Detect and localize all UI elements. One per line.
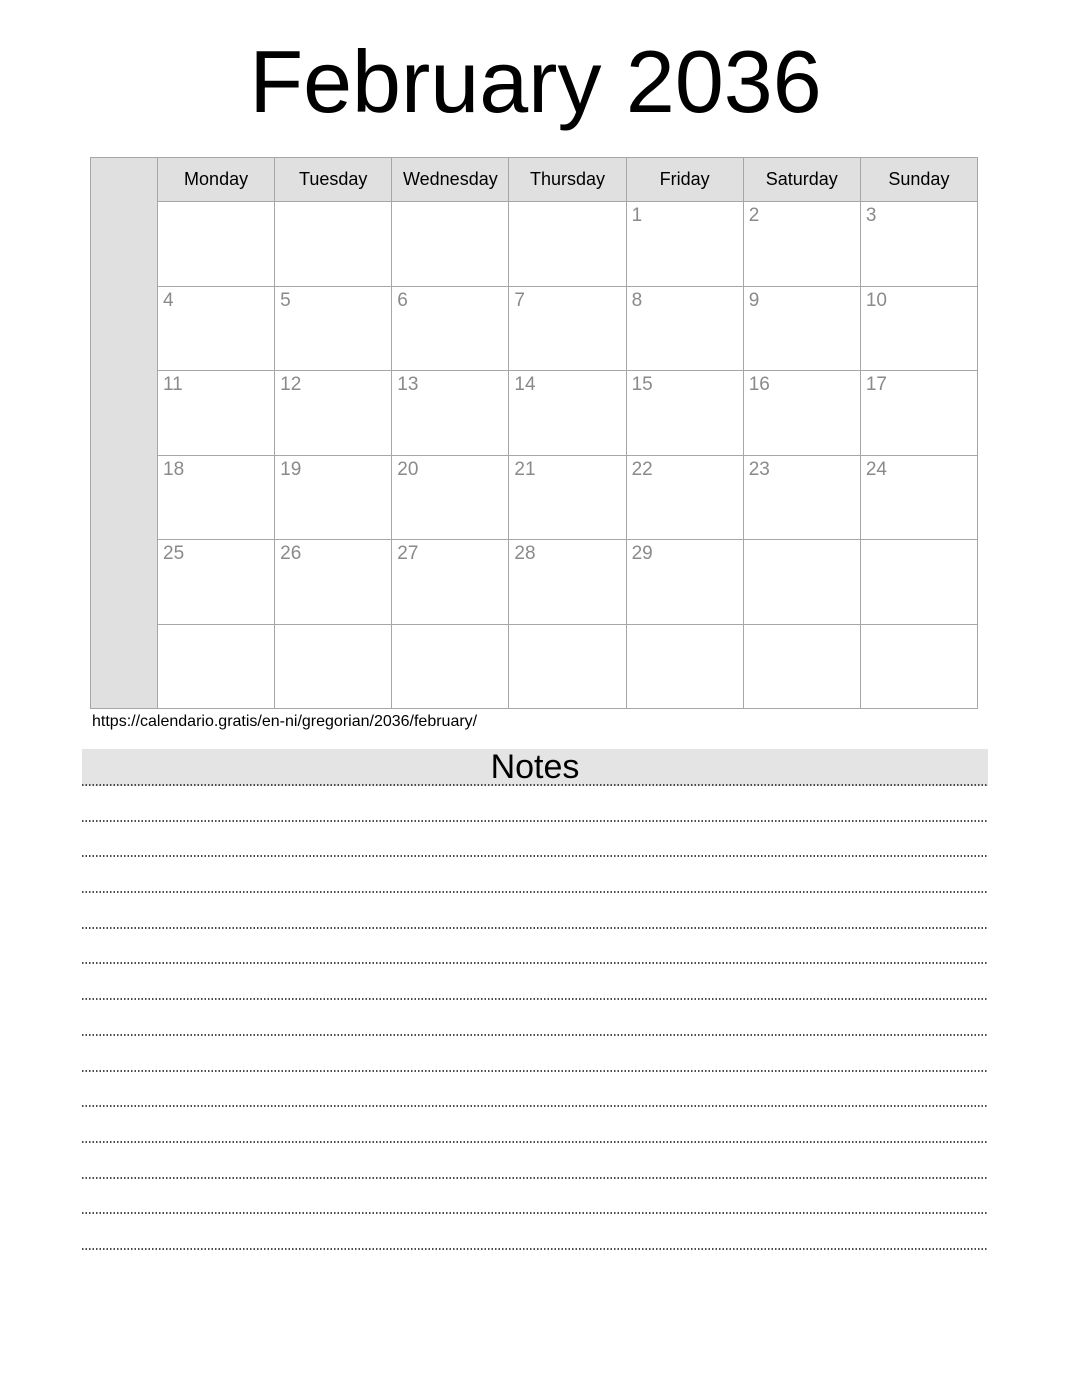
day-cell: 17 bbox=[860, 371, 977, 456]
day-cell: 28 bbox=[509, 540, 626, 625]
day-cell bbox=[158, 624, 275, 709]
notes-line bbox=[82, 1000, 988, 1036]
day-cell: 3 bbox=[860, 202, 977, 287]
weekday-header-tuesday: Tuesday bbox=[275, 158, 392, 202]
day-cell: 19 bbox=[275, 455, 392, 540]
day-cell: 4 bbox=[158, 286, 275, 371]
left-spacer-column bbox=[91, 158, 158, 709]
page-title: February 2036 bbox=[249, 32, 822, 131]
day-cell bbox=[626, 624, 743, 709]
day-cell: 12 bbox=[275, 371, 392, 456]
source-url: https://calendario.gratis/en-ni/gregorian/2036/february/ bbox=[92, 713, 478, 730]
day-cell bbox=[158, 202, 275, 287]
day-cell bbox=[509, 202, 626, 287]
day-cell: 24 bbox=[860, 455, 977, 540]
notes-line bbox=[82, 929, 988, 965]
weekday-header-row bbox=[91, 158, 978, 202]
notes-line bbox=[82, 893, 988, 929]
day-cell: 8 bbox=[626, 286, 743, 371]
day-cell bbox=[275, 624, 392, 709]
day-cell: 21 bbox=[509, 455, 626, 540]
day-cell: 11 bbox=[158, 371, 275, 456]
notes-line bbox=[82, 857, 988, 893]
day-cell: 13 bbox=[392, 371, 509, 456]
day-cell bbox=[392, 624, 509, 709]
week-row bbox=[91, 624, 978, 709]
weekday-header-saturday: Saturday bbox=[743, 158, 860, 202]
day-cell bbox=[743, 540, 860, 625]
notes-line bbox=[82, 1107, 988, 1143]
notes-header-bar bbox=[82, 749, 988, 786]
week-row bbox=[91, 371, 978, 456]
week-row bbox=[91, 540, 978, 625]
day-cell: 14 bbox=[509, 371, 626, 456]
week-row bbox=[91, 455, 978, 540]
weekday-header-friday: Friday bbox=[626, 158, 743, 202]
day-cell: 1 bbox=[626, 202, 743, 287]
day-cell: 7 bbox=[509, 286, 626, 371]
day-cell: 18 bbox=[158, 455, 275, 540]
week-row bbox=[91, 202, 978, 287]
day-cell: 25 bbox=[158, 540, 275, 625]
week-row bbox=[91, 286, 978, 371]
weekday-header-monday: Monday bbox=[158, 158, 275, 202]
notes-line bbox=[82, 1072, 988, 1108]
weekday-header-wednesday: Wednesday bbox=[392, 158, 509, 202]
day-cell bbox=[860, 624, 977, 709]
notes-title: Notes bbox=[490, 748, 580, 786]
notes-line bbox=[82, 1214, 988, 1250]
weekday-header-sunday: Sunday bbox=[860, 158, 977, 202]
calendar-table bbox=[90, 157, 978, 709]
notes-line bbox=[82, 1036, 988, 1072]
day-cell bbox=[743, 624, 860, 709]
day-cell: 26 bbox=[275, 540, 392, 625]
day-cell: 20 bbox=[392, 455, 509, 540]
day-cell: 5 bbox=[275, 286, 392, 371]
day-cell: 15 bbox=[626, 371, 743, 456]
notes-lines-area bbox=[82, 786, 988, 1250]
day-cell bbox=[509, 624, 626, 709]
day-cell: 16 bbox=[743, 371, 860, 456]
day-cell bbox=[860, 540, 977, 625]
day-cell bbox=[275, 202, 392, 287]
day-cell: 29 bbox=[626, 540, 743, 625]
day-cell: 10 bbox=[860, 286, 977, 371]
notes-line bbox=[82, 786, 988, 822]
day-cell: 27 bbox=[392, 540, 509, 625]
notes-line bbox=[82, 1179, 988, 1215]
day-cell: 9 bbox=[743, 286, 860, 371]
day-cell: 23 bbox=[743, 455, 860, 540]
day-cell: 2 bbox=[743, 202, 860, 287]
day-cell bbox=[392, 202, 509, 287]
weekday-header-thursday: Thursday bbox=[509, 158, 626, 202]
notes-line bbox=[82, 1143, 988, 1179]
day-cell: 6 bbox=[392, 286, 509, 371]
notes-line bbox=[82, 822, 988, 858]
notes-line bbox=[82, 964, 988, 1000]
day-cell: 22 bbox=[626, 455, 743, 540]
